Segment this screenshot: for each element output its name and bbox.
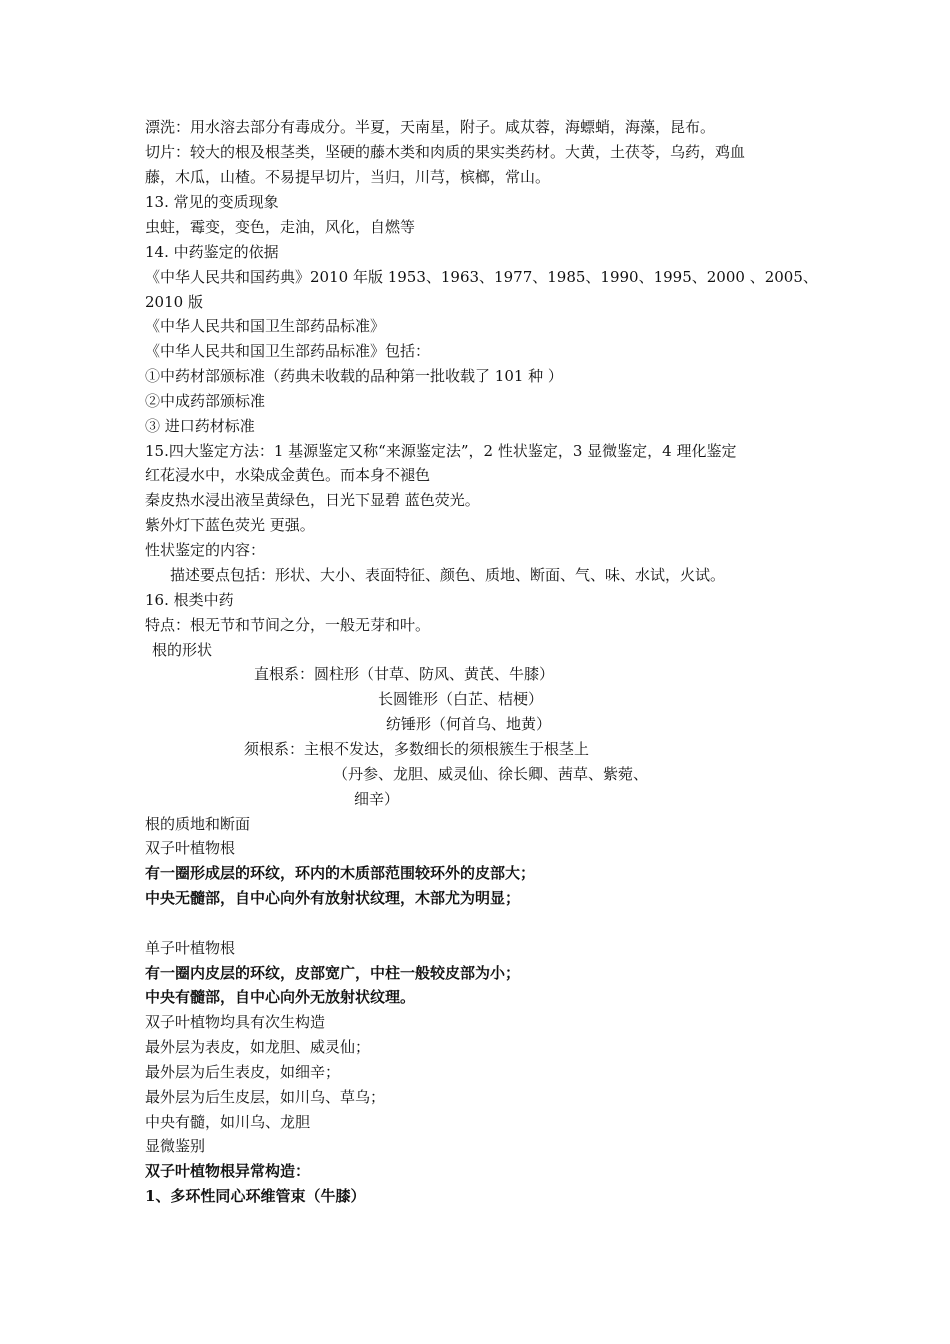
text-line: 性状鉴定的内容： bbox=[145, 541, 266, 559]
text-line: 直根系：圆柱形（甘草、防风、黄芪、牛膝） bbox=[254, 665, 555, 683]
text-line: 《中华人民共和国卫生部药品标准》包括： bbox=[145, 342, 431, 360]
text-line: 细辛） bbox=[354, 790, 400, 808]
text-line: 红花浸水中，水染成金黄色。而本身不褪色 bbox=[145, 466, 431, 484]
text-line: 秦皮热水浸出液呈黄绿色，日光下显碧 蓝色荧光。 bbox=[145, 491, 480, 509]
text-line: 根的质地和断面 bbox=[145, 815, 251, 833]
text-line-bold: 有一圈形成层的环纹，环内的木质部范围较环外的皮部大； bbox=[145, 864, 536, 882]
section-heading: 14. 中药鉴定的依据 bbox=[145, 243, 279, 261]
section-heading: 15.四大鉴定方法：1 基源鉴定又称“来源鉴定法”，2 性状鉴定，3 显微鉴定，4 理化鉴定 bbox=[145, 442, 737, 460]
text-line: 根的形状 bbox=[152, 641, 213, 659]
section-heading: 13. 常见的变质现象 bbox=[145, 193, 279, 211]
text-line: 显微鉴别 bbox=[145, 1137, 206, 1155]
text-line: ②中成药部颁标准 bbox=[145, 392, 266, 410]
text-line: 双子叶植物均具有次生构造 bbox=[145, 1013, 326, 1031]
text-line: 《中华人民共和国药典》2010 年版 1953、1963、1977、1985、1990、1995、2000 、2005、 bbox=[145, 268, 818, 286]
text-line: 紫外灯下蓝色荧光 更强。 bbox=[145, 516, 315, 534]
section-heading: 16. 根类中药 bbox=[145, 591, 234, 609]
text-line: ③ 进口药材标准 bbox=[145, 417, 255, 435]
text-line: 描述要点包括：形状、大小、表面特征、颜色、质地、断面、气、味、水试，火试。 bbox=[170, 566, 726, 584]
text-line: 双子叶植物根 bbox=[145, 839, 236, 857]
text-line: 最外层为表皮，如龙胆、威灵仙； bbox=[145, 1038, 371, 1056]
text-line: 特点：根无节和节间之分，一般无芽和叶。 bbox=[145, 616, 431, 634]
text-line: 藤，木瓜，山楂。不易提早切片，当归，川芎，槟榔，常山。 bbox=[145, 168, 551, 186]
text-line: 最外层为后生表皮，如细辛； bbox=[145, 1063, 341, 1081]
text-line: 纺锤形（何首乌、地黄） bbox=[386, 715, 552, 733]
text-line-bold: 有一圈内皮层的环纹，皮部宽广，中柱一般较皮部为小； bbox=[145, 964, 521, 982]
text-line-bold: 1、多环性同心环维管束（牛膝） bbox=[145, 1187, 366, 1205]
text-line: （丹参、龙胆、威灵仙、徐长卿、茜草、紫菀、 bbox=[333, 765, 649, 783]
text-line: 虫蛀，霉变，变色，走油，风化，自燃等 bbox=[145, 218, 416, 236]
text-line-bold: 中央有髓部，自中心向外无放射状纹理。 bbox=[145, 988, 416, 1006]
text-line: 中央有髓，如川乌、龙胆 bbox=[145, 1113, 311, 1131]
text-line-bold: 双子叶植物根异常构造： bbox=[145, 1162, 311, 1180]
text-line: 2010 版 bbox=[145, 293, 203, 311]
text-line: 长圆锥形（白芷、桔梗） bbox=[378, 690, 544, 708]
text-line: 单子叶植物根 bbox=[145, 939, 236, 957]
text-line: ①中药材部颁标准（药典未收载的品种第一批收载了 101 种 ） bbox=[145, 367, 563, 385]
text-line-bold: 中央无髓部，自中心向外有放射状纹理，木部尤为明显； bbox=[145, 889, 521, 907]
text-line: 漂洗：用水溶去部分有毒成分。半夏，天南星，附子。咸苁蓉，海螵蛸，海藻，昆布。 bbox=[145, 118, 716, 136]
text-line: 切片：较大的根及根茎类，坚硬的藤木类和肉质的果实类药材。大黄，土茯苓，乌药，鸡血 bbox=[145, 143, 746, 161]
text-line: 《中华人民共和国卫生部药品标准》 bbox=[145, 317, 386, 335]
text-line: 须根系：主根不发达，多数细长的须根簇生于根茎上 bbox=[244, 740, 590, 758]
text-line: 最外层为后生皮层，如川乌、草乌； bbox=[145, 1088, 386, 1106]
